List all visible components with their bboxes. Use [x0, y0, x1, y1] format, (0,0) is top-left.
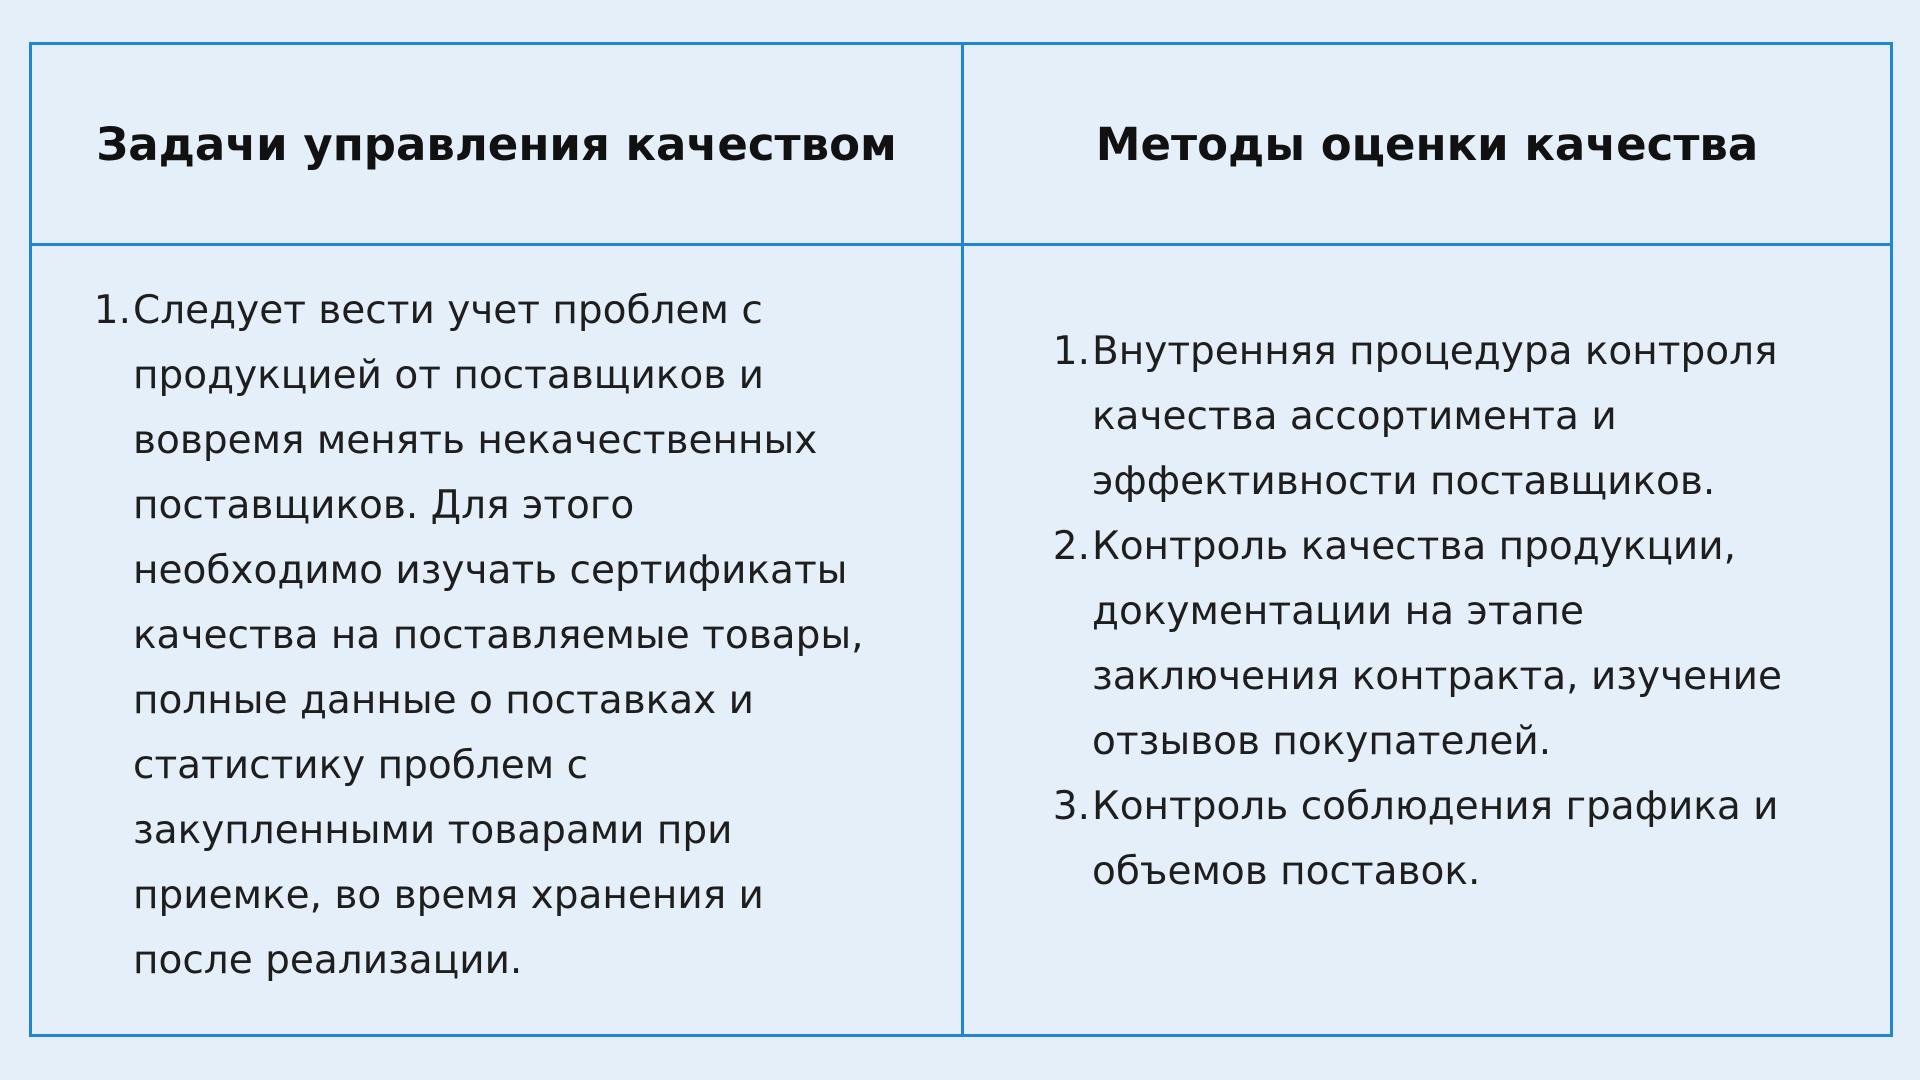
quality-methods-list [1046, 319, 1890, 904]
left-column-body [32, 246, 961, 1034]
list-item-number: 1. [93, 288, 131, 333]
text-line: приемке, во время хранения и [133, 873, 764, 918]
comparison-table [29, 42, 1893, 1037]
list-item-text [133, 278, 933, 993]
list-item [87, 278, 961, 993]
right-column-header: Методы оценки качества [1095, 117, 1759, 171]
list-item [1046, 774, 1890, 904]
left-column-header: Задачи управления качеством [96, 117, 897, 171]
list-item-text [1092, 514, 1872, 774]
text-line: Внутренняя процедура контроля [1092, 328, 1778, 374]
text-line: эффективности поставщиков. [1092, 458, 1716, 504]
text-line: статистику проблем с [133, 743, 589, 788]
list-item-number: 1. [1052, 328, 1090, 374]
text-line: заключения контракта, изучение [1092, 653, 1782, 699]
text-line: документации на этапе [1092, 588, 1584, 634]
list-item-text [1092, 319, 1872, 514]
text-line: Контроль соблюдения графика и [1092, 783, 1779, 829]
text-line: Контроль качества продукции, [1092, 523, 1736, 569]
text-line: объемов поставок. [1092, 848, 1481, 894]
text-line: качества на поставляемые товары, [133, 613, 864, 658]
list-item [1046, 319, 1890, 514]
text-line: полные данные о поставках и [133, 678, 754, 723]
text-line: закупленными товарами при [133, 808, 733, 853]
list-item [1046, 514, 1890, 774]
text-line: Следует вести учет проблем с [133, 288, 763, 333]
right-column-body [964, 246, 1890, 1034]
text-line: после реализации. [133, 938, 523, 983]
text-line: качества ассортимента и [1092, 393, 1617, 439]
list-item-text [1092, 774, 1872, 904]
text-line: поставщиков. Для этого [133, 483, 635, 528]
text-line: вовремя менять некачественных [133, 418, 818, 463]
text-line: необходимо изучать сертификаты [133, 548, 848, 593]
text-line: отзывов покупателей. [1092, 718, 1552, 764]
text-line: продукцией от поставщиков и [133, 353, 764, 398]
list-item-number: 3. [1052, 783, 1090, 829]
quality-tasks-list [87, 278, 961, 993]
list-item-number: 2. [1052, 523, 1090, 569]
